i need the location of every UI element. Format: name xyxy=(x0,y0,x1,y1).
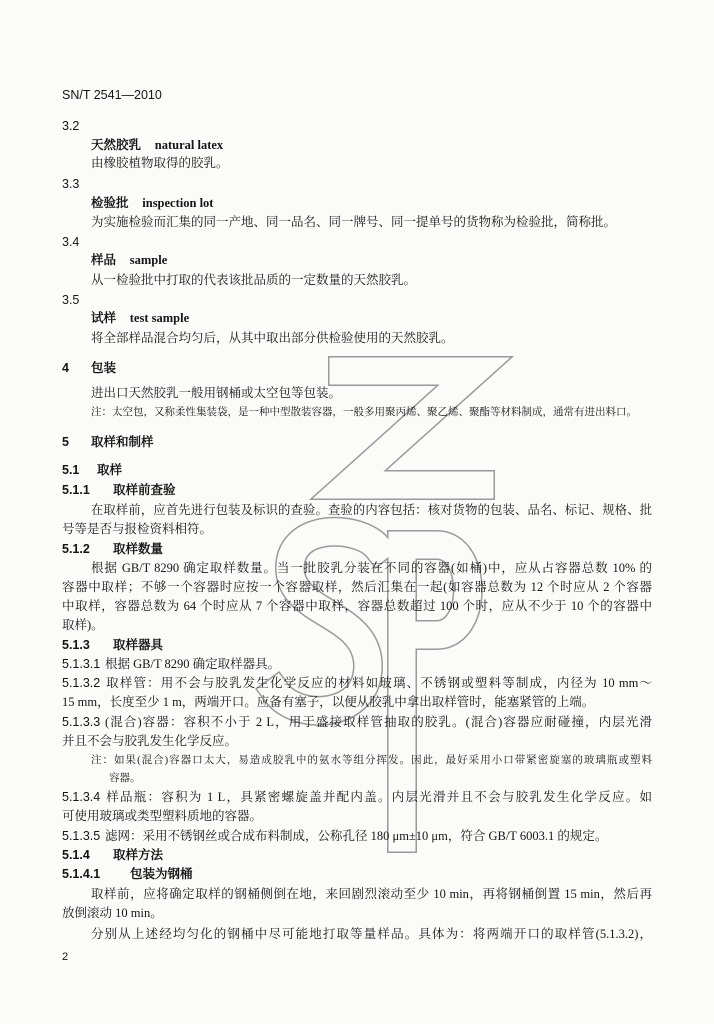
clause-4-text: 进出口天然胶乳一般用钢桶或太空包等包装。 xyxy=(91,386,342,400)
term-3-2-heading xyxy=(91,136,652,155)
clause-number: 5 xyxy=(62,435,69,449)
term-3-3-number: 3.3 xyxy=(62,177,80,191)
clause-number: 5.1 xyxy=(62,463,80,477)
clause-number: 5.1.4.1 xyxy=(62,867,101,881)
clause-5-1-2-line: 中取样，容器总数为 64 个时应从 7 个容器中取样，容器总数超过 100 个时，应从不少于 10 个的容器中 xyxy=(62,599,652,613)
term-zh: 检验批 xyxy=(91,196,129,210)
term-en: natural latex xyxy=(154,138,224,152)
clause-number: 5.1.3.2 xyxy=(62,676,101,690)
clause-5-1-3-3-line xyxy=(62,713,652,732)
clause-5-1-3-5-line xyxy=(62,827,652,846)
clause-title: 包装为钢桶 xyxy=(130,867,193,881)
clause-text: 样品瓶：容积为 1 L，具紧密螺旋盖并配内盖。内层光滑并且不会与胶乳发生化学反应。如 xyxy=(105,790,652,804)
clause-number: 5.1.2 xyxy=(62,542,90,556)
clause-5-1-2-line: 根据 GB/T 8290 确定取样数量。当一批胶乳分装在不同的容器(如桶)中，应从占容器总数 10% 的 xyxy=(91,561,652,575)
term-3-4-heading xyxy=(91,251,652,270)
term-3-4-number: 3.4 xyxy=(62,235,80,249)
term-zh: 天然胶乳 xyxy=(91,138,142,152)
term-en: sample xyxy=(129,253,168,267)
term-3-2-number: 3.2 xyxy=(62,119,80,133)
clause-text: 根据 GB/T 8290 确定取样器具。 xyxy=(105,657,281,671)
clause-text: 取样管：用不会与胶乳发生化学反应的材料如玻璃、不锈钢或塑料等制成，内径为 10 mm～ xyxy=(105,676,652,690)
clause-5-1-heading xyxy=(62,461,652,480)
page-number: 2 xyxy=(62,951,69,963)
clause-title: 取样方法 xyxy=(113,848,164,862)
clause-4-heading xyxy=(62,359,652,378)
clause-5-1-1-line: 在取样前，应首先进行包装及标识的查验。查验的内容包括：核对货物的包装、品名、标记、规格、批 xyxy=(91,503,652,517)
term-3-5-heading xyxy=(91,309,652,328)
clause-4-note: 注：太空包，又称柔性集装袋，是一种中型散装容器，一般多用聚丙烯、聚乙烯、聚酯等材料制成，通常有进出料口。 xyxy=(91,407,637,418)
clause-number: 4 xyxy=(62,361,69,375)
clause-5-1-4-1-heading xyxy=(62,865,652,884)
term-3-3-definition: 为实施检验而汇集的同一产地、同一品名、同一牌号、同一提单号的货物称为检验批，简称批。 xyxy=(91,215,617,229)
clause-5-1-3-3-line: 并且不会与胶乳发生化学反应。 xyxy=(62,734,238,748)
term-en: inspection lot xyxy=(142,196,214,210)
term-zh: 试样 xyxy=(91,311,117,325)
clause-number: 5.1.3 xyxy=(62,638,90,652)
term-3-5-number: 3.5 xyxy=(62,293,80,307)
clause-5-1-4-heading xyxy=(62,846,652,865)
clause-5-1-3-4-line xyxy=(62,788,652,807)
clause-5-1-3-1-line xyxy=(62,655,652,674)
term-3-5-definition: 将全部样品混合均匀后，从其中取出部分供检验使用的天然胶乳。 xyxy=(91,331,454,345)
clause-title: 取样和制样 xyxy=(91,435,154,449)
clause-5-heading xyxy=(62,433,652,452)
clause-5-1-2-line: 取样)。 xyxy=(62,618,104,632)
clause-5-1-3-2-line xyxy=(62,674,652,693)
clause-title: 取样 xyxy=(97,463,123,477)
clause-number: 5.1.1 xyxy=(62,483,90,497)
clause-5-1-3-3-note-line: 容器。 xyxy=(109,773,141,784)
term-3-2-definition: 由橡胶植物取得的胶乳。 xyxy=(91,156,229,170)
clause-5-1-4-1-line: 取样前，应将确定取样的钢桶侧倒在地，来回剧烈滚动至少 10 min，再将钢桶倒置 15 min，然后再 xyxy=(91,887,652,901)
standard-code: SN/T 2541—2010 xyxy=(62,88,162,102)
clause-number: 5.1.3.5 xyxy=(62,829,101,843)
clause-5-1-4-1-line: 放倒滚动 10 min。 xyxy=(62,906,163,920)
clause-title: 取样数量 xyxy=(113,542,164,556)
clause-title: 包装 xyxy=(91,361,117,375)
clause-number: 5.1.4 xyxy=(62,848,90,862)
clause-5-1-3-heading xyxy=(62,636,652,655)
clause-text: (混合)容器：容积不小于 2 L，用于盛接取样管抽取的胶乳。(混合)容器应耐碰撞，内层光滑 xyxy=(105,715,652,729)
clause-number: 5.1.3.1 xyxy=(62,657,101,671)
clause-5-1-3-2-line: 15 mm，长度至少 1 m，两端开口。应备有塞子，以便从胶乳中拿出取样管时，能塞紧管的上端。 xyxy=(62,695,595,709)
clause-5-1-3-4-line: 可使用玻璃或类型塑料质地的容器。 xyxy=(62,809,263,823)
clause-title: 取样器具 xyxy=(113,638,164,652)
term-3-4-definition: 从一检验批中打取的代表该批品质的一定数量的天然胶乳。 xyxy=(91,273,417,287)
term-zh: 样品 xyxy=(91,253,117,267)
clause-5-1-1-line: 号等是否与报检资料相符。 xyxy=(62,522,213,536)
clause-5-1-3-3-note-line: 注：如果(混合)容器口太大，易造成胶乳中的氨水等组分挥发。因此，最好采用小口带紧密旋塞的玻璃瓶或塑料 xyxy=(91,755,652,766)
term-en: test sample xyxy=(129,311,190,325)
clause-text: 滤网：采用不锈钢丝或合成布料制成，公称孔径 180 μm±10 μm，符合 GB/T 6003.1 的规定。 xyxy=(105,829,608,843)
clause-5-1-4-1-line: 分别从上述经均匀化的钢桶中尽可能地打取等量样品。具体为：将两端开口的取样管(5.1.3.2)， xyxy=(91,927,652,941)
clause-5-1-2-heading xyxy=(62,540,652,559)
clause-number: 5.1.3.3 xyxy=(62,715,101,729)
clause-title: 取样前查验 xyxy=(113,483,176,497)
clause-5-1-2-line: 容器中取样；不够一个容器时应按一个容器取样，然后汇集在一起(如容器总数为 12 个时应从 2 个容器 xyxy=(62,580,652,594)
term-3-3-heading xyxy=(91,194,652,213)
clause-number: 5.1.3.4 xyxy=(62,790,101,804)
clause-5-1-1-heading xyxy=(62,481,652,500)
